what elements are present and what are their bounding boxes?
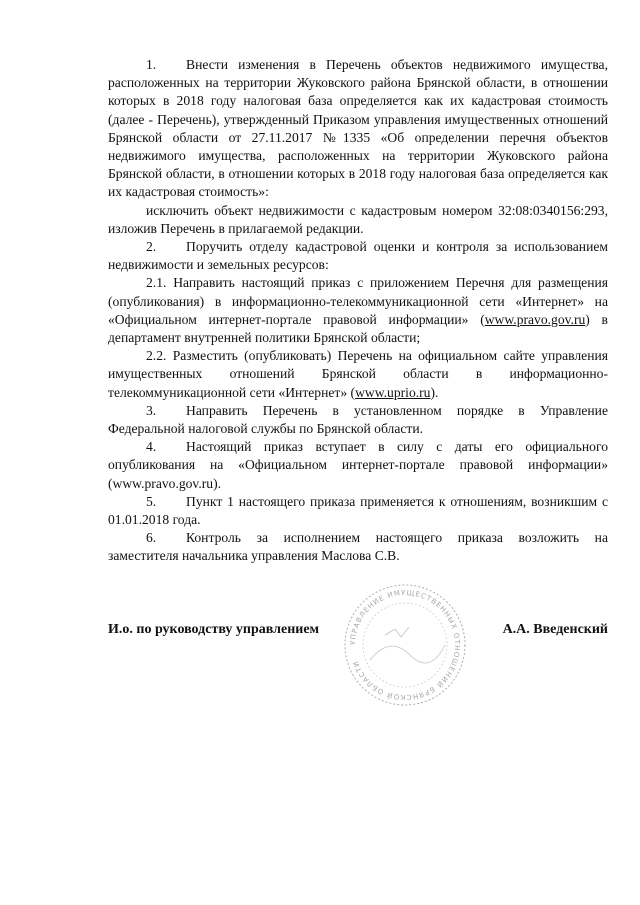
paragraph-text: исключить объект недвижимости с кадастровым номером 32:08:0340156:293, изложив Перечень в прилагаемой редакции. (108, 202, 608, 236)
signatory-position: И.о. по руководству управлением (108, 622, 320, 637)
paragraph-1-exclusion (108, 202, 608, 238)
signatory-name: А.А. Введенский (502, 622, 608, 637)
paragraph-text: ). (430, 384, 439, 400)
paragraph-number: 2.2. (146, 348, 167, 364)
stamp-text: УПРАВЛЕНИЕ ИМУЩЕСТВЕННЫХ ОТНОШЕНИЙ БРЯНСКОЙ ОБЛАСТИ (348, 588, 462, 702)
paragraph-number: 5. (146, 493, 157, 509)
document-body (108, 56, 608, 566)
paragraph-text: Направить Перечень в установленном порядке в Управление Федеральной налоговой службы по Брянской области. (108, 402, 608, 437)
paragraph-text: Пункт 1 настоящего приказа применяется к отношениям, возникшим с 01.01.2018 года. (108, 493, 608, 528)
paragraph-2-2 (108, 347, 608, 402)
paragraph-text: Внести изменения в Перечень объектов недвижимого имущества, расположенных на территории Жуковского района Брянской области, в отношении которых в 2018 году налоговая база определяется как их кадастровая стоимость (далее - Перечень), утвержденный Приказом управления имущественных отношений Брянской области от 27.11.2017 №1335 «Об определении перечня объектов недвижимого имущества, расположенных на территории Жуковского района Брянской области, в отношении которых в 2018 году налоговая база определяется как их кадастровая стоимость»: (108, 57, 608, 200)
paragraph-number: 1. (146, 57, 157, 72)
paragraph-number: 2.1. (146, 275, 167, 291)
paragraph-number: 3. (146, 402, 157, 418)
paragraph-text: Настоящий приказ вступает в силу с даты его официального опубликования на «Официальном интернет-портале правовой информации» (www.pravo.gov.ru). (108, 439, 608, 491)
paragraph-number: 6. (146, 530, 157, 546)
paragraph-3 (108, 402, 608, 438)
pravo-link[interactable]: www.pravo.gov.ru (484, 311, 586, 327)
paragraph-text: ) в департамент внутренней политики Брянской области; (108, 311, 608, 346)
paragraph-4 (108, 438, 608, 493)
paragraph-number: 2. (146, 239, 157, 255)
paragraph-5 (108, 493, 608, 529)
signature-block (108, 622, 608, 646)
paragraph-2 (108, 238, 608, 274)
paragraph-number: 4. (146, 439, 157, 455)
paragraph-text: Контроль за исполнением настоящего приказа возложить на заместителя начальника управления Маслова С.В. (108, 530, 608, 564)
paragraph-text: Разместить (опубликовать) Перечень на официальном сайте управления имущественных отношений Брянской области в информационно-телекоммуникационной сети «Интернет» ( (108, 348, 608, 400)
uprio-link[interactable]: www.uprio.ru (355, 384, 431, 400)
paragraph-2-1 (108, 274, 608, 347)
paragraph-text: Направить настоящий приказ с приложением Перечня для размещения (опубликования) в информационно-телекоммуникационной сети «Интернет» на «Официальном интернет-портале правовой информации» ( (108, 275, 608, 327)
paragraph-1 (108, 56, 608, 202)
paragraph-6 (108, 529, 608, 565)
paragraph-text: Поручить отделу кадастровой оценки и контроля за использованием недвижимости и земельных ресурсов: (108, 239, 608, 273)
